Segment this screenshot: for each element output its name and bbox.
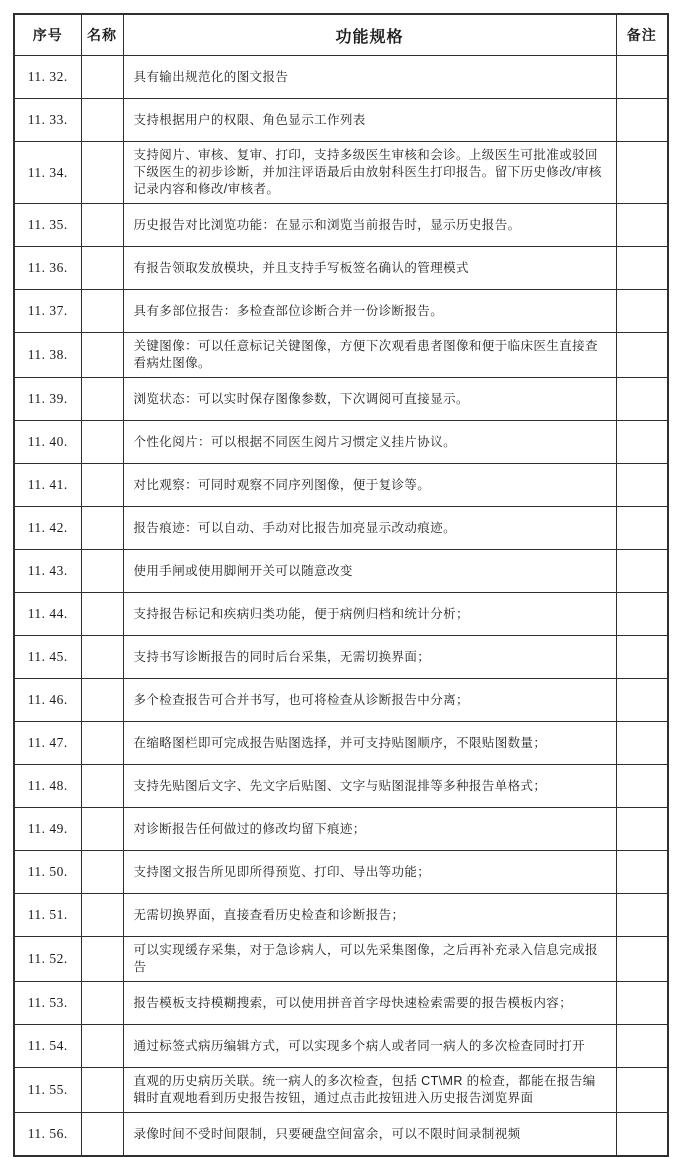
note-cell xyxy=(616,99,668,142)
no-cell: 11. 55. xyxy=(14,1068,81,1113)
name-cell xyxy=(81,851,123,894)
name-cell xyxy=(81,894,123,937)
spec-cell: 支持报告标记和疾病归类功能，便于病例归档和统计分析； xyxy=(123,593,616,636)
name-cell xyxy=(81,937,123,982)
note-cell xyxy=(616,937,668,982)
note-cell xyxy=(616,204,668,247)
name-cell xyxy=(81,99,123,142)
no-cell: 11. 34. xyxy=(14,142,81,204)
no-cell: 11. 46. xyxy=(14,679,81,722)
name-cell xyxy=(81,378,123,421)
no-cell: 11. 37. xyxy=(14,290,81,333)
spec-cell: 支持根据用户的权限、角色显示工作列表 xyxy=(123,99,616,142)
spec-cell: 具有多部位报告：多检查部位诊断合并一份诊断报告。 xyxy=(123,290,616,333)
note-cell xyxy=(616,56,668,99)
no-cell: 11. 42. xyxy=(14,507,81,550)
no-cell: 11. 52. xyxy=(14,937,81,982)
note-cell xyxy=(616,290,668,333)
table-row xyxy=(14,507,668,550)
name-cell xyxy=(81,679,123,722)
spec-cell: 报告痕迹：可以自动、手动对比报告加亮显示改动痕迹。 xyxy=(123,507,616,550)
name-cell xyxy=(81,550,123,593)
spec-cell: 支持阅片、审核、复审、打印，支持多级医生审核和会诊。上级医生可批准或驳回下级医生的初步诊断，并加注评语最后由放射科医生打印报告。留下历史修改/审核记录内容和修改/审核者。 xyxy=(123,142,616,204)
spec-cell: 支持先贴图后文字、先文字后贴图、文字与贴图混排等多种报告单格式； xyxy=(123,765,616,808)
no-cell: 11. 53. xyxy=(14,982,81,1025)
note-cell xyxy=(616,679,668,722)
spec-cell: 个性化阅片：可以根据不同医生阅片习惯定义挂片协议。 xyxy=(123,421,616,464)
name-cell xyxy=(81,722,123,765)
table-row xyxy=(14,247,668,290)
no-cell: 11. 38. xyxy=(14,333,81,378)
note-cell xyxy=(616,550,668,593)
no-cell: 11. 48. xyxy=(14,765,81,808)
no-cell: 11. 51. xyxy=(14,894,81,937)
no-cell: 11. 43. xyxy=(14,550,81,593)
no-cell: 11. 54. xyxy=(14,1025,81,1068)
no-cell: 11. 41. xyxy=(14,464,81,507)
name-cell xyxy=(81,1113,123,1157)
spec-cell: 多个检查报告可合并书写，也可将检查从诊断报告中分离； xyxy=(123,679,616,722)
no-cell: 11. 39. xyxy=(14,378,81,421)
table-row xyxy=(14,679,668,722)
table-row xyxy=(14,421,668,464)
spec-cell: 支持书写诊断报告的同时后台采集，无需切换界面； xyxy=(123,636,616,679)
table-row xyxy=(14,636,668,679)
note-cell xyxy=(616,808,668,851)
spec-table xyxy=(13,13,669,1157)
table-row xyxy=(14,290,668,333)
name-cell xyxy=(81,464,123,507)
spec-cell: 无需切换界面，直接查看历史检查和诊断报告； xyxy=(123,894,616,937)
note-cell xyxy=(616,507,668,550)
note-cell xyxy=(616,142,668,204)
note-cell xyxy=(616,894,668,937)
spec-cell: 通过标签式病历编辑方式，可以实现多个病人或者同一病人的多次检查同时打开 xyxy=(123,1025,616,1068)
table-row xyxy=(14,1025,668,1068)
note-cell xyxy=(616,851,668,894)
table-row xyxy=(14,722,668,765)
note-cell xyxy=(616,722,668,765)
table-row xyxy=(14,204,668,247)
spec-cell: 支持图文报告所见即所得预览、打印、导出等功能； xyxy=(123,851,616,894)
name-cell xyxy=(81,808,123,851)
header-cell-name: 名称 xyxy=(81,14,123,56)
table-row xyxy=(14,333,668,378)
no-cell: 11. 47. xyxy=(14,722,81,765)
note-cell xyxy=(616,1068,668,1113)
spec-cell: 对比观察：可同时观察不同序列图像，便于复诊等。 xyxy=(123,464,616,507)
table-row xyxy=(14,982,668,1025)
note-cell xyxy=(616,593,668,636)
note-cell xyxy=(616,1025,668,1068)
no-cell: 11. 44. xyxy=(14,593,81,636)
spec-cell: 具有输出规范化的图文报告 xyxy=(123,56,616,99)
table-row xyxy=(14,1068,668,1113)
table-row xyxy=(14,894,668,937)
note-cell xyxy=(616,464,668,507)
note-cell xyxy=(616,636,668,679)
table-row xyxy=(14,765,668,808)
no-cell: 11. 50. xyxy=(14,851,81,894)
table-row xyxy=(14,1113,668,1157)
spec-cell: 使用手闸或使用脚闸开关可以随意改变 xyxy=(123,550,616,593)
note-cell xyxy=(616,765,668,808)
table-row xyxy=(14,593,668,636)
table-row xyxy=(14,550,668,593)
spec-cell: 浏览状态：可以实时保存图像参数，下次调阅可直接显示。 xyxy=(123,378,616,421)
table-row xyxy=(14,937,668,982)
spec-cell: 有报告领取发放模块，并且支持手写板签名确认的管理模式 xyxy=(123,247,616,290)
name-cell xyxy=(81,765,123,808)
spec-cell: 录像时间不受时间限制，只要硬盘空间富余，可以不限时间录制视频 xyxy=(123,1113,616,1157)
name-cell xyxy=(81,247,123,290)
table-row xyxy=(14,142,668,204)
note-cell xyxy=(616,333,668,378)
no-cell: 11. 45. xyxy=(14,636,81,679)
header-cell-note: 备注 xyxy=(616,14,668,56)
name-cell xyxy=(81,507,123,550)
name-cell xyxy=(81,333,123,378)
spec-cell: 报告模板支持模糊搜索，可以使用拼音首字母快速检索需要的报告模板内容； xyxy=(123,982,616,1025)
table-row xyxy=(14,808,668,851)
name-cell xyxy=(81,593,123,636)
name-cell xyxy=(81,982,123,1025)
name-cell xyxy=(81,56,123,99)
table-row xyxy=(14,464,668,507)
name-cell xyxy=(81,421,123,464)
header-row xyxy=(14,14,668,56)
table-row xyxy=(14,851,668,894)
table-row xyxy=(14,56,668,99)
spec-cell: 可以实现缓存采集，对于急诊病人，可以先采集图像，之后再补充录入信息完成报告 xyxy=(123,937,616,982)
no-cell: 11. 40. xyxy=(14,421,81,464)
table-row xyxy=(14,378,668,421)
no-cell: 11. 32. xyxy=(14,56,81,99)
note-cell xyxy=(616,1113,668,1157)
spec-cell: 直观的历史病历关联。统一病人的多次检查，包括 CT\MR 的检查，都能在报告编辑时直观地看到历史报告按钮，通过点击此按钮进入历史报告浏览界面 xyxy=(123,1068,616,1113)
no-cell: 11. 33. xyxy=(14,99,81,142)
spec-cell: 在缩略图栏即可完成报告贴图选择，并可支持贴图顺序，不限贴图数量； xyxy=(123,722,616,765)
name-cell xyxy=(81,204,123,247)
no-cell: 11. 49. xyxy=(14,808,81,851)
spec-cell: 关键图像：可以任意标记关键图像，方便下次观看患者图像和便于临床医生直接查看病灶图像。 xyxy=(123,333,616,378)
name-cell xyxy=(81,1068,123,1113)
spec-cell: 对诊断报告任何做过的修改均留下痕迹； xyxy=(123,808,616,851)
note-cell xyxy=(616,378,668,421)
note-cell xyxy=(616,247,668,290)
name-cell xyxy=(81,1025,123,1068)
name-cell xyxy=(81,290,123,333)
name-cell xyxy=(81,636,123,679)
no-cell: 11. 35. xyxy=(14,204,81,247)
table-row xyxy=(14,99,668,142)
name-cell xyxy=(81,142,123,204)
no-cell: 11. 56. xyxy=(14,1113,81,1157)
note-cell xyxy=(616,982,668,1025)
no-cell: 11. 36. xyxy=(14,247,81,290)
header-cell-no: 序号 xyxy=(14,14,81,56)
note-cell xyxy=(616,421,668,464)
spec-cell: 历史报告对比浏览功能：在显示和浏览当前报告时，显示历史报告。 xyxy=(123,204,616,247)
header-cell-spec: 功能规格 xyxy=(123,14,616,56)
